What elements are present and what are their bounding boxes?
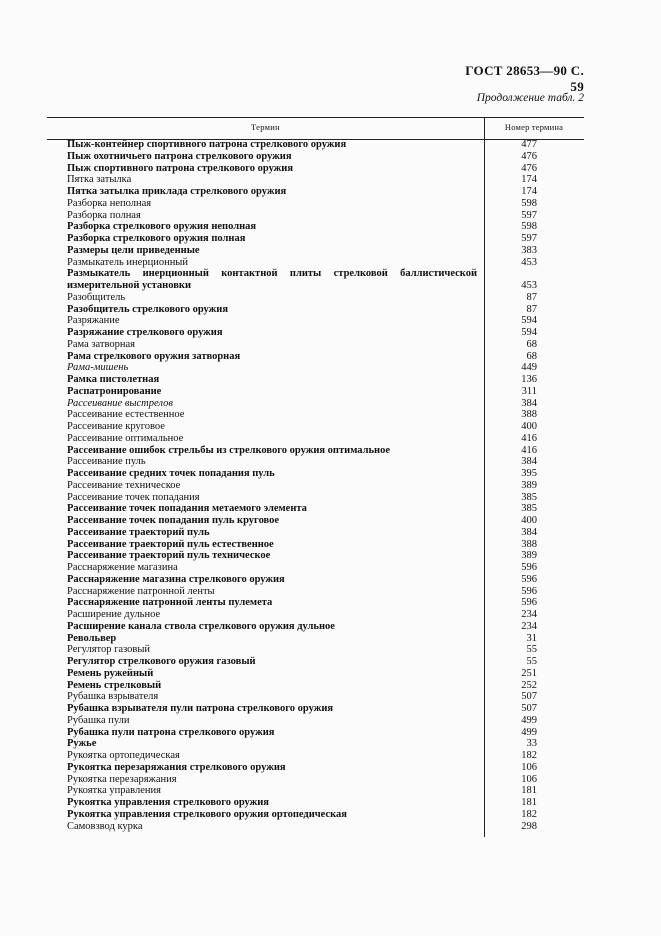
table-row: [67, 503, 537, 515]
term-text: Расширение канала ствола стрелкового оружия дульное: [67, 620, 335, 632]
table-row: [67, 703, 537, 715]
term-number: 597: [521, 233, 537, 244]
table-row: [67, 515, 537, 527]
term-text: Рубашка взрывателя: [67, 691, 159, 703]
table-row: [67, 268, 537, 292]
table-row: [67, 797, 537, 809]
table-row: [67, 163, 537, 175]
term-text: Пыж-контейнер спортивного патрона стрелкового оружия: [67, 139, 347, 150]
table-row: [67, 715, 537, 727]
term-text: Разборка полная: [67, 209, 141, 221]
table-row: [67, 621, 537, 633]
table-row: [67, 738, 537, 750]
term-number: 384: [521, 397, 537, 409]
term-number: 594: [521, 315, 537, 327]
term-number: 596: [521, 573, 537, 585]
term-text: Разряжание стрелкового оружия: [67, 327, 223, 338]
term-text: Рукоятка ортопедическая: [67, 750, 180, 761]
term-text: Ремень ружейный: [67, 667, 154, 679]
term-number: 596: [521, 585, 537, 597]
term-number: 596: [521, 597, 537, 609]
table-row: [67, 233, 537, 245]
table-row: [67, 668, 537, 680]
table-row: [67, 433, 537, 445]
term-number: 182: [521, 750, 537, 761]
term-number: 181: [521, 785, 537, 797]
table-row: [67, 691, 537, 703]
term-text: Рукоятка перезаряжания стрелкового оружия: [67, 761, 286, 773]
term-text: Разборка неполная: [67, 197, 152, 209]
term-text: Рассеивание траекторий пуль: [67, 526, 210, 538]
term-number: 499: [521, 726, 537, 738]
term-number: 453: [521, 256, 537, 268]
term-text: Рукоятка управления: [67, 785, 161, 797]
table-row: [67, 374, 537, 386]
term-number: 598: [521, 197, 537, 209]
term-text: Рукоятка управления стрелкового оружия: [67, 797, 269, 808]
term-text: Разобщитель стрелкового оружия: [67, 303, 228, 315]
term-text: Рама стрелкового оружия затворная: [67, 350, 241, 362]
term-number: 507: [521, 703, 537, 714]
term-number: 385: [521, 491, 537, 503]
term-number: 33: [526, 738, 537, 750]
term-text: Разряжание: [67, 315, 120, 327]
term-text: Рассеивание точек попадания метаемого элемента: [67, 503, 307, 515]
term-number: 87: [526, 303, 537, 315]
table-row: [67, 186, 537, 198]
term-text: Расснаряжение магазина стрелкового оружия: [67, 573, 285, 585]
table-header: [47, 117, 584, 140]
table-row: [67, 456, 537, 468]
table-row: [67, 586, 537, 598]
term-number: 507: [521, 691, 537, 703]
table-row: [67, 644, 537, 656]
table-row: [67, 597, 537, 609]
table-row: [67, 527, 537, 539]
table-row: [67, 339, 537, 351]
term-text: Регулятор газовый: [67, 644, 151, 656]
term-text: Ружье: [67, 738, 97, 750]
table-row: [67, 174, 537, 186]
term-number: 31: [526, 632, 537, 644]
term-number: 311: [521, 385, 537, 397]
column-header-term: Термин: [250, 122, 281, 132]
term-text: Расснаряжение патронной ленты пулемета: [67, 597, 273, 609]
table-row: [67, 327, 537, 339]
document-header: ГОСТ 28653—90 С. 59: [465, 63, 584, 94]
term-number: 598: [521, 221, 537, 233]
table-row: [67, 562, 537, 574]
table-row: [67, 315, 537, 327]
term-text: Рассеивание точек попадания: [67, 491, 200, 503]
term-number: 594: [521, 327, 537, 338]
term-number: 389: [521, 479, 537, 491]
term-text: Размеры цели приведенные: [67, 244, 200, 256]
term-text: Разборка стрелкового оружия полная: [67, 233, 246, 244]
term-text: Размыкатель инерционный контактной плиты стрелковой баллистической измерительной установки: [67, 268, 477, 291]
term-text: Пыж спортивного патрона стрелкового оружия: [67, 162, 294, 174]
table-row: [67, 809, 537, 821]
term-number: 477: [521, 139, 537, 150]
term-text: Рассеивание точек попадания пуль круговое: [67, 515, 280, 526]
term-text: Пятка затылка: [67, 174, 132, 186]
term-text: Рассеивание пуль: [67, 456, 146, 468]
term-text: Рубашка взрывателя пули патрона стрелкового оружия: [67, 703, 334, 714]
table-row: [67, 292, 537, 304]
table-row: [67, 762, 537, 774]
term-number: 395: [521, 468, 537, 479]
table-row: [67, 633, 537, 645]
term-text: Рубашка пули: [67, 714, 130, 726]
term-number: 87: [526, 291, 537, 303]
table-row: [67, 539, 537, 551]
term-number: 416: [521, 444, 537, 456]
term-text: Рассеивание траекторий пуль техническое: [67, 550, 271, 562]
term-text: Разобщитель: [67, 291, 126, 303]
term-text: Рукоятка перезаряжания: [67, 773, 177, 785]
term-text: Разборка стрелкового оружия неполная: [67, 221, 257, 233]
term-number: 389: [521, 550, 537, 562]
table-row: [67, 468, 537, 480]
term-number: 499: [521, 714, 537, 726]
term-text: Рассеивание естественное: [67, 409, 185, 421]
term-number: 476: [521, 162, 537, 174]
term-number: 400: [521, 515, 537, 526]
term-number: 476: [521, 150, 537, 162]
term-number: 384: [521, 526, 537, 538]
table-row: [67, 492, 537, 504]
table-row: [67, 409, 537, 421]
table-row: [67, 785, 537, 797]
term-text: Расширение дульное: [67, 609, 161, 620]
term-text: Рама-мишень: [67, 362, 129, 374]
term-number: 449: [521, 362, 537, 374]
table-continuation-note: Продолжение табл. 2: [476, 92, 584, 104]
term-number: 385: [521, 503, 537, 515]
table-row: [67, 574, 537, 586]
term-number: 596: [521, 562, 537, 573]
term-text: Рассеивание выстрелов: [67, 397, 173, 409]
term-number: 55: [526, 656, 537, 667]
table-row: [67, 774, 537, 786]
term-number: 136: [521, 374, 537, 385]
term-text: Рукоятка управления стрелкового оружия ортопедическая: [67, 808, 347, 820]
term-number: 234: [521, 620, 537, 632]
term-number: 383: [521, 244, 537, 256]
table-row: [67, 609, 537, 621]
term-number: 68: [526, 350, 537, 362]
term-number: 182: [521, 808, 537, 820]
term-text: Пятка затылка приклада стрелкового оружия: [67, 186, 287, 197]
term-number: 106: [521, 773, 537, 785]
terms-table-body: [67, 139, 537, 832]
term-number: 68: [526, 338, 537, 350]
term-number: 252: [521, 679, 537, 691]
term-text: Рассеивание техническое: [67, 479, 181, 491]
table-row: [67, 351, 537, 363]
table-row: [67, 304, 537, 316]
column-header-number: Номер термина: [504, 122, 564, 132]
term-text: Пыж охотничьего патрона стрелкового оружия: [67, 150, 292, 162]
term-number: 55: [526, 644, 537, 656]
table-row: [67, 656, 537, 668]
term-text: Рубашка пули патрона стрелкового оружия: [67, 726, 275, 738]
table-row: [67, 550, 537, 562]
term-number: 388: [521, 409, 537, 421]
term-number: 251: [521, 667, 537, 679]
table-row: [67, 139, 537, 151]
term-text: Расснаряжение магазина: [67, 562, 178, 573]
term-text: Самовзвод курка: [67, 820, 143, 832]
table-row: [67, 151, 537, 163]
term-number: 597: [521, 209, 537, 221]
term-number: 388: [521, 538, 537, 550]
term-text: Рассеивание круговое: [67, 421, 165, 432]
table-row: [67, 680, 537, 692]
table-row: [67, 727, 537, 739]
table-row: [67, 821, 537, 833]
term-number: 181: [521, 797, 537, 808]
term-number: 453: [521, 280, 537, 291]
term-number: 234: [521, 609, 537, 620]
term-text: Рамка пистолетная: [67, 374, 160, 385]
term-text: Рассеивание траекторий пуль естественное: [67, 538, 274, 550]
table-row: [67, 445, 537, 457]
term-number: 384: [521, 456, 537, 468]
table-row: [67, 750, 537, 762]
term-number: 400: [521, 421, 537, 432]
term-number: 416: [521, 432, 537, 444]
table-row: [67, 257, 537, 269]
table-row: [67, 245, 537, 257]
table-row: [67, 386, 537, 398]
term-text: Рама затворная: [67, 338, 135, 350]
table-row: [67, 210, 537, 222]
term-text: Рассеивание оптимальное: [67, 432, 184, 444]
table-row: [67, 221, 537, 233]
table-row: [67, 480, 537, 492]
term-text: Регулятор стрелкового оружия газовый: [67, 656, 256, 667]
table-row: [67, 362, 537, 374]
term-text: Револьвер: [67, 632, 117, 644]
term-number: 298: [521, 820, 537, 832]
term-number: 106: [521, 761, 537, 773]
table-row: [67, 198, 537, 210]
term-text: Распатронирование: [67, 385, 162, 397]
term-number: 174: [521, 186, 537, 197]
term-text: Размыкатель инерционный: [67, 256, 188, 268]
term-text: Рассеивание средних точек попадания пуль: [67, 468, 275, 479]
term-number: 174: [521, 174, 537, 186]
table-row: [67, 421, 537, 433]
term-text: Расснаряжение патронной ленты: [67, 585, 215, 597]
term-text: Ремень стрелковый: [67, 679, 162, 691]
table-row: [67, 398, 537, 410]
term-text: Рассеивание ошибок стрельбы из стрелкового оружия оптимальное: [67, 444, 391, 456]
